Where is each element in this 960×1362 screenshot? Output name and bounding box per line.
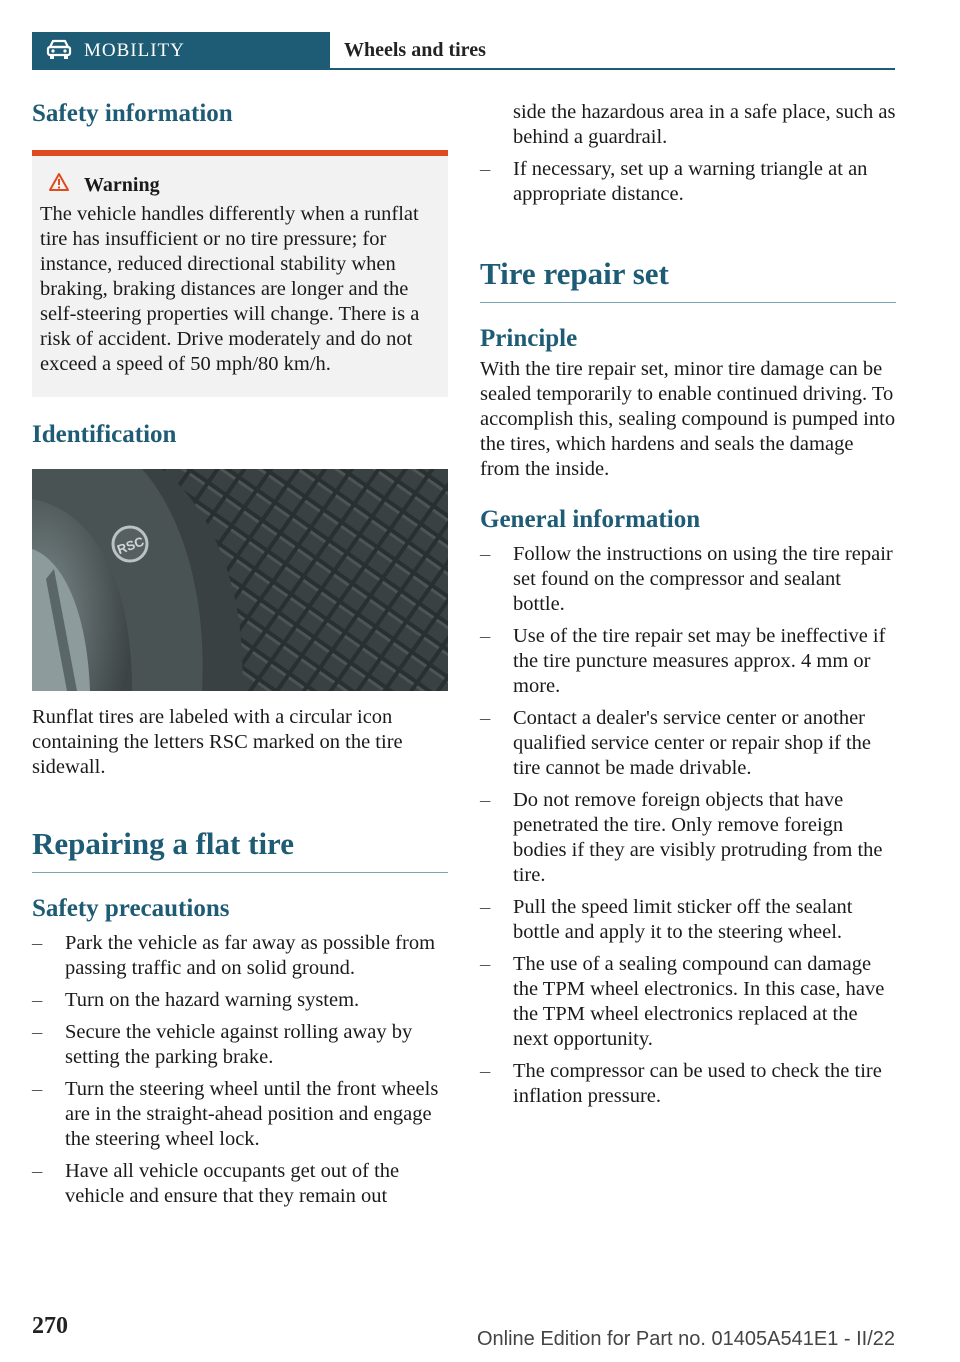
list-item: – Have all vehicle occupants get out of the vehicle and ensure that they remain out: [32, 1160, 400, 1207]
list-item: – Turn the steering wheel until the front wheels are in the straight-ahead position and engage the steering wheel lock.: [32, 1078, 439, 1150]
general-information-list: [480, 542, 896, 1109]
warning-triangle-icon: [40, 172, 84, 198]
rsc-logo: RSC: [115, 533, 146, 558]
tire-repair-set-heading: Tire repair set: [480, 256, 669, 291]
list-item: – Pull the speed limit sticker off the sealant bottle and apply it to the steering wheel.: [480, 896, 853, 943]
edition-note: Online Edition for Part no. 01405A541E1 - II/22: [476, 1328, 895, 1350]
list-item: – Contact a dealer's service center or another qualified service center or repair shop if the tire cannot be made drivable.: [480, 707, 872, 779]
list-item: – Follow the instructions on using the tire repair set found on the compressor and sealant bottle.: [480, 543, 893, 615]
warning-label: Warning: [84, 173, 160, 196]
left-column: [32, 100, 448, 1216]
page-number: 270: [32, 1313, 68, 1339]
safety-precautions-heading: Safety precautions: [32, 895, 230, 922]
list-item: – Turn on the hazard warning system.: [32, 989, 360, 1011]
list-item: – Park the vehicle as far away as possible from passing traffic and on solid ground.: [32, 932, 436, 979]
precautions-list: [32, 931, 448, 1209]
identification-heading: Identification: [32, 421, 177, 448]
principle-heading: Principle: [480, 325, 578, 352]
warning-box: [32, 150, 448, 397]
identification-text: Runflat tires are labeled with a circular icon containing the letters RSC marked on the tire sidewall.: [32, 706, 403, 778]
car-icon: [46, 38, 72, 64]
list-item: – The use of a sealing compound can damage the TPM wheel electronics. In this case, have the TPM wheel electronics replaced at the next opportunity.: [480, 953, 885, 1050]
list-item: – The compressor can be used to check the tire inflation pressure.: [480, 1060, 882, 1107]
principle-text: With the tire repair set, minor tire damage can be sealed temporarily to enable continued driving. To accomplish this, sealing compound is pumped into the tires, which hardens and seals the damage from the inside.: [480, 358, 896, 480]
list-item: – Use of the tire repair set may be ineffective if the tire puncture measures approx. 4 mm or more.: [480, 625, 886, 697]
right-column: [480, 100, 896, 1116]
section-header: [32, 32, 330, 70]
repairing-heading: Repairing a flat tire: [32, 826, 295, 861]
warning-heading: [40, 172, 440, 198]
tire-sidewall-image: [32, 469, 448, 691]
section-title: MOBILITY: [84, 40, 185, 61]
precautions-continued-list: [480, 100, 896, 207]
list-item: side the hazardous area in a safe place, such as behind a guardrail.: [513, 101, 896, 148]
list-item: – If necessary, set up a warning triangle at an appropriate distance.: [480, 158, 868, 205]
general-information-heading: General information: [480, 506, 701, 533]
list-item: – Do not remove foreign objects that have penetrated the tire. Only remove foreign bodies if they are visibly protruding from the tire.: [480, 789, 883, 886]
list-item: – Secure the vehicle against rolling away by setting the parking brake.: [32, 1021, 413, 1068]
subsection-title: Wheels and tires: [344, 38, 486, 61]
warning-text: The vehicle handles differently when a runflat tire has insufficient or no tire pressure; for instance, reduced directional stability when braking, braking distances are longer and the self-steering properties will change. There is a risk of accident. Drive moderately and do not exceed a speed of 50 mph/80 km/h.: [40, 203, 420, 375]
safety-information-heading: Safety information: [32, 100, 233, 127]
subsection-header: [330, 32, 895, 70]
